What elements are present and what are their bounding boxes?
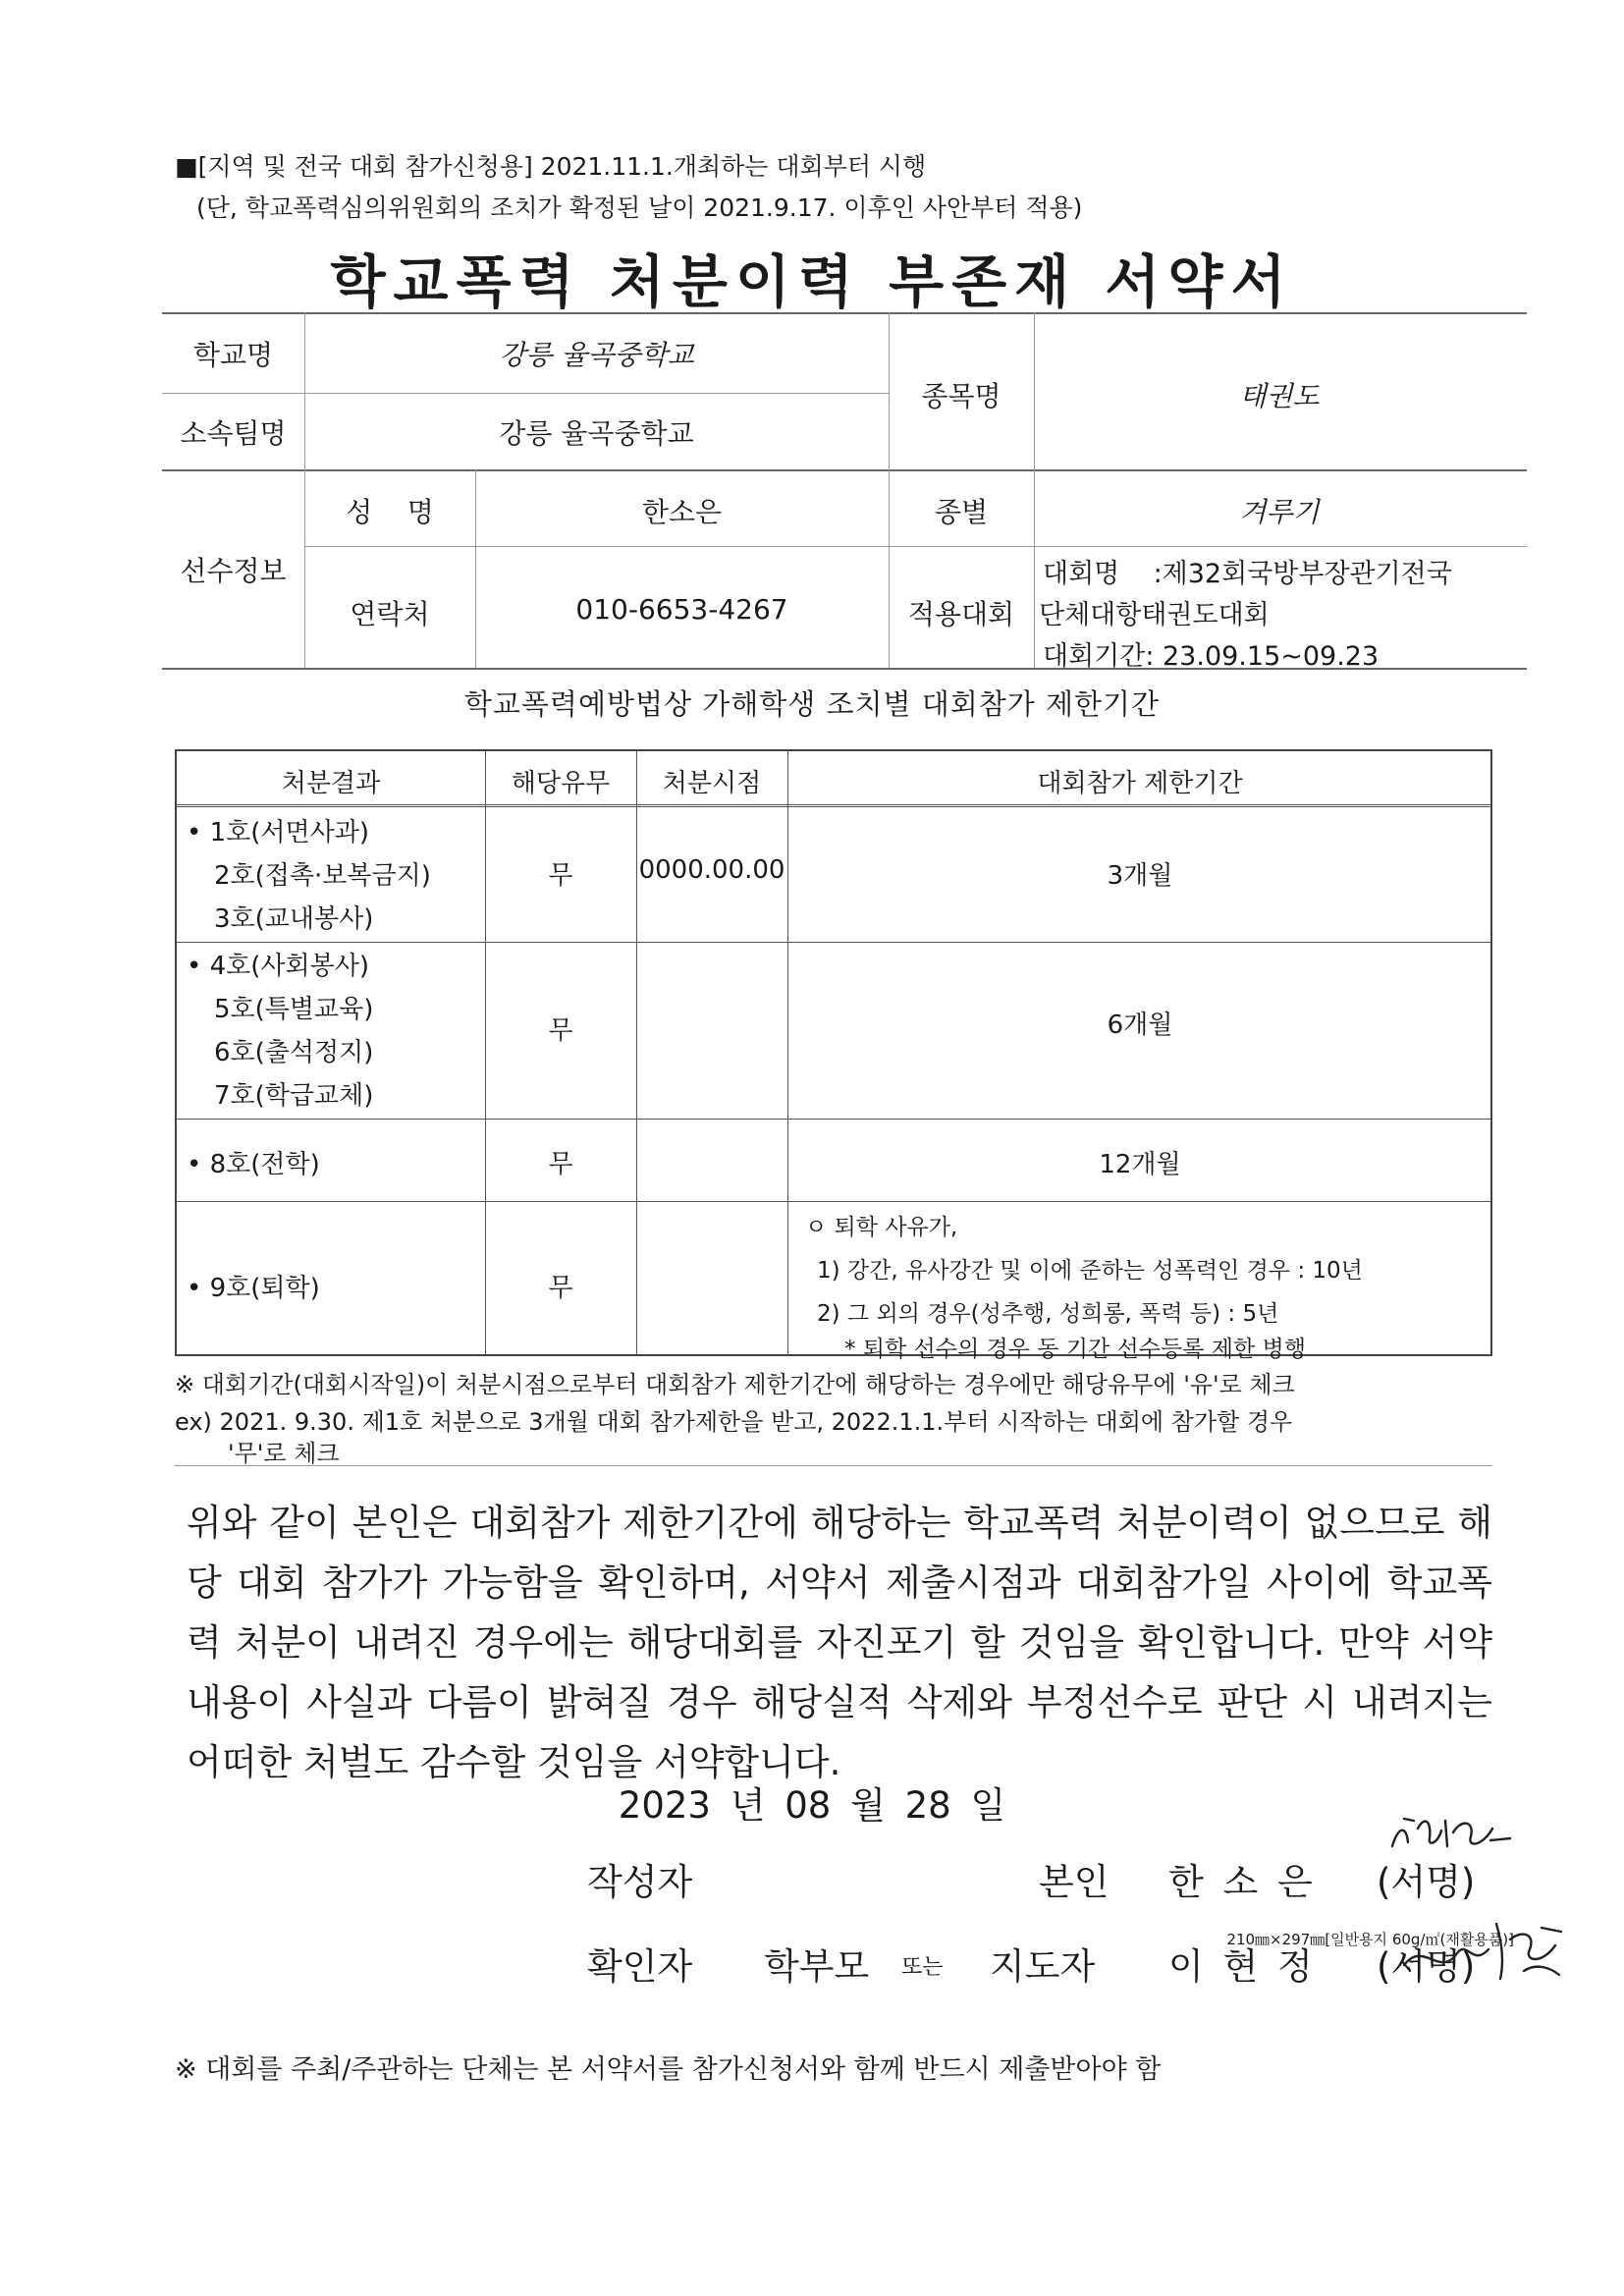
or-label: 또는 (901, 1955, 944, 1980)
writer-handwritten-signature-icon (1384, 1807, 1532, 1866)
competition-period: 대회기간: 23.09.15~09.23 (1043, 641, 1380, 672)
writer-name: 한 소 은 (1168, 1861, 1317, 1903)
measure-5: 5호(특별교육) (214, 995, 374, 1024)
category-label: 종별 (934, 496, 989, 528)
header-measure: 처분결과 (281, 769, 381, 798)
header-applicable: 해당유무 (511, 769, 611, 798)
restriction-subtitle: 학교폭력예방법상 가해학생 조치별 대회참가 제한기간 (463, 687, 1161, 721)
confirmer-label: 확인자 (587, 1945, 693, 1988)
applicable-row-1: 무 (548, 861, 573, 891)
measure-4: • 4호(사회봉사) (187, 952, 370, 981)
coach-name: 이 현 정 (1168, 1945, 1317, 1988)
date-year: 2023 (618, 1784, 711, 1827)
expulsion-reason-intro: ㅇ 퇴학 사유가, (805, 1215, 958, 1240)
restriction-table (175, 749, 1492, 1362)
category-value: 겨루기 (1239, 496, 1320, 528)
measure-1: • 1호(서면사과) (187, 818, 370, 847)
header-note-2: (단, 학교폭력심의위원회의 조치가 확정된 날이 2021.9.17. 이후인 사안부터 적용) (196, 193, 1083, 222)
applicable-row-4: 무 (548, 1274, 573, 1303)
applicable-row-3: 무 (548, 1150, 573, 1179)
footnote-checking-rule: ※ 대회기간(대회시작일)이 처분시점으로부터 대회참가 제한기간에 해당하는 경우에만 해당유무에 '유'로 체크 (175, 1371, 1295, 1398)
parent-label: 학부모 (764, 1945, 870, 1988)
footnote-example-line-1: ex) 2021. 9.30. 제1호 처분으로 3개월 대회 참가제한을 받고, 2022.1.1.부터 시작하는 대회에 참가할 경우 (175, 1408, 1293, 1436)
team-value: 강릉 율곡중학교 (499, 417, 694, 450)
date-day-unit: 일 (970, 1784, 1006, 1827)
expulsion-reason-2: 2) 그 외의 경우(성추행, 성희롱, 폭력 등) : 5년 (817, 1301, 1279, 1327)
event-label: 종목명 (921, 380, 1001, 412)
measure-2: 2호(접촉·보복금지) (214, 861, 431, 891)
competition-name-line-2: 단체대항태권도대회 (1039, 600, 1270, 630)
limit-row-2: 6개월 (1107, 1011, 1173, 1040)
applied-competition-label: 적용대회 (907, 598, 1015, 630)
applicable-row-2: 무 (548, 1016, 573, 1046)
expulsion-reason-1: 1) 강간, 유사강간 및 이에 준하는 성폭력인 경우 : 10년 (817, 1258, 1363, 1284)
limit-row-1: 3개월 (1107, 861, 1173, 891)
competition-name-line-1: 대회명 :제32회국방부장관기전국 (1043, 559, 1452, 589)
date-year-unit: 년 (730, 1784, 766, 1827)
measure-3: 3호(교내봉사) (214, 904, 374, 934)
paper-specification: 210㎜×297㎜[일반용지 60g/㎡(재활용품)] (1226, 1931, 1514, 1948)
writer-label: 작성자 (587, 1861, 693, 1903)
writer-self-label: 본인 (1039, 1861, 1110, 1903)
measure-6: 6호(출석정지) (214, 1038, 374, 1067)
date-day: 28 (904, 1784, 951, 1827)
team-label: 소속팀명 (180, 417, 287, 450)
event-value: 태권도 (1239, 380, 1320, 412)
pledge-statement: 위와 같이 본인은 대회참가 제한기간에 해당하는 학교폭력 처분이력이 없으므로 해당 대회 참가가 가능함을 확인하며, 서약서 제출시점과 대회참가일 사이에 학교폭력 처분이 내려진 경우에는 해당대회를 자진포기 할 것임을 확인합니다. 만약 서약내용이 사실과 다름이 밝혀질 경우 해당실적 삭제와 부정선수로 판단 시 내려지는 어떠한 처벌도 감수할 것임을 서약합니다. (187, 1502, 1492, 1783)
measure-8: • 8호(전학) (187, 1150, 320, 1179)
date-month: 08 (785, 1784, 832, 1827)
name-label: 성 명 (346, 496, 434, 528)
school-value: 강릉 율곡중학교 (499, 339, 694, 371)
measure-7: 7호(학급교체) (214, 1081, 374, 1111)
footnote-example-line-2: '무'로 체크 (228, 1440, 340, 1467)
pledge-date (0, 1776, 1624, 1829)
school-label: 학교명 (192, 339, 274, 371)
name-value: 한소은 (641, 496, 723, 528)
contact-label: 연락처 (350, 598, 430, 630)
header-note-1: ■[지역 및 전국 대회 참가신청용] 2021.11.1.개최하는 대회부터 시행 (175, 152, 927, 181)
contact-value: 010-6653-4267 (575, 593, 788, 626)
limit-row-3: 12개월 (1099, 1150, 1181, 1179)
submission-requirement-note: ※ 대회를 주최/주관하는 단체는 본 서약서를 참가신청서와 함께 반드시 제출받아야 함 (175, 2054, 1162, 2085)
header-limit: 대회참가 제한기간 (1037, 769, 1243, 798)
date-month-unit: 월 (850, 1784, 886, 1827)
header-date: 처분시점 (662, 769, 762, 798)
coach-handwritten-signature-icon (1394, 1910, 1571, 1989)
coach-label: 지도자 (990, 1945, 1096, 1988)
date-row-1: 0000.00.00 (638, 855, 785, 885)
coach-sign-mark: (서명) (1377, 1945, 1476, 1988)
measure-9: • 9호(퇴학) (187, 1274, 320, 1303)
writer-sign-mark: (서명) (1377, 1861, 1476, 1903)
document-title: 학교폭력 처분이력 부존재 서약서 (330, 248, 1294, 315)
player-info-label: 선수정보 (180, 555, 287, 587)
expulsion-registration-note: * 퇴학 선수의 경우 동 기간 선수등록 제한 병행 (844, 1337, 1306, 1362)
